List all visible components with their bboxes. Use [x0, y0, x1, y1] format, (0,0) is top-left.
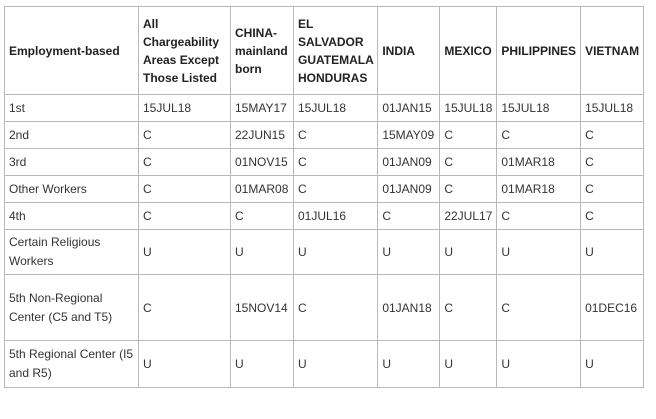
cell-mexico: 15JUL18 — [440, 95, 497, 122]
cell-china: U — [231, 341, 294, 388]
row-label: 3rd — [5, 149, 139, 176]
cell-china: C — [231, 203, 294, 230]
header-el-salvador-guatemala-honduras: EL SALVADOR GUATEMALA HONDURAS — [294, 7, 378, 95]
cell-india: 01JAN18 — [378, 275, 440, 341]
cell-mexico: C — [440, 176, 497, 203]
cell-vietnam: C — [581, 149, 644, 176]
header-china: CHINA-mainland born — [231, 7, 294, 95]
cell-mexico: U — [440, 230, 497, 275]
header-vietnam: VIETNAM — [581, 7, 644, 95]
cell-philippines: C — [497, 275, 581, 341]
cell-india: U — [378, 230, 440, 275]
cell-china: 15NOV14 — [231, 275, 294, 341]
cell-mexico: C — [440, 149, 497, 176]
cell-india: U — [378, 341, 440, 388]
cell-mexico: C — [440, 275, 497, 341]
row-label: 4th — [5, 203, 139, 230]
row-label: 2nd — [5, 122, 139, 149]
cell-philippines: 01MAR18 — [497, 176, 581, 203]
cell-all-chargeability: C — [139, 275, 231, 341]
cell-china: 22JUN15 — [231, 122, 294, 149]
cell-philippines: C — [497, 122, 581, 149]
table-row — [5, 203, 644, 230]
cell-vietnam: 15JUL18 — [581, 95, 644, 122]
cell-india: 01JAN09 — [378, 176, 440, 203]
cell-philippines: U — [497, 230, 581, 275]
row-label: Certain Religious Workers — [5, 230, 139, 275]
cell-vietnam: C — [581, 122, 644, 149]
cell-philippines: C — [497, 203, 581, 230]
cell-philippines: 15JUL18 — [497, 95, 581, 122]
cell-vietnam: 01DEC16 — [581, 275, 644, 341]
cell-china: 01NOV15 — [231, 149, 294, 176]
cell-all-chargeability: 15JUL18 — [139, 95, 231, 122]
table-row — [5, 341, 644, 388]
table-row — [5, 275, 644, 341]
row-label: 5th Regional Center (I5 and R5) — [5, 341, 139, 388]
header-all-chargeability: All Chargeability Areas Except Those Listed — [139, 7, 231, 95]
table-row — [5, 176, 644, 203]
cell-all-chargeability: C — [139, 203, 231, 230]
cell-el-salvador: U — [294, 341, 378, 388]
header-india: INDIA — [378, 7, 440, 95]
cell-india: 01JAN15 — [378, 95, 440, 122]
cell-india: C — [378, 203, 440, 230]
visa-bulletin-table — [4, 6, 644, 388]
header-philippines: PHILIPPINES — [497, 7, 581, 95]
row-label: Other Workers — [5, 176, 139, 203]
header-mexico: MEXICO — [440, 7, 497, 95]
cell-vietnam: U — [581, 230, 644, 275]
cell-all-chargeability: C — [139, 122, 231, 149]
cell-vietnam: C — [581, 176, 644, 203]
cell-mexico: C — [440, 122, 497, 149]
cell-vietnam: U — [581, 341, 644, 388]
header-employment-based: Employment-based — [5, 7, 139, 95]
cell-china: 15MAY17 — [231, 95, 294, 122]
cell-vietnam: C — [581, 203, 644, 230]
cell-mexico: 22JUL17 — [440, 203, 497, 230]
table-row — [5, 230, 644, 275]
cell-all-chargeability: C — [139, 176, 231, 203]
cell-philippines: U — [497, 341, 581, 388]
row-label: 5th Non-Regional Center (C5 and T5) — [5, 275, 139, 341]
cell-el-salvador: C — [294, 275, 378, 341]
cell-all-chargeability: U — [139, 230, 231, 275]
cell-el-salvador: 01JUL16 — [294, 203, 378, 230]
row-label: 1st — [5, 95, 139, 122]
cell-india: 15MAY09 — [378, 122, 440, 149]
cell-china: 01MAR08 — [231, 176, 294, 203]
table-row — [5, 149, 644, 176]
cell-el-salvador: 15JUL18 — [294, 95, 378, 122]
cell-all-chargeability: C — [139, 149, 231, 176]
cell-philippines: 01MAR18 — [497, 149, 581, 176]
cell-el-salvador: C — [294, 122, 378, 149]
cell-el-salvador: C — [294, 149, 378, 176]
table-header-row — [5, 7, 644, 95]
cell-china: U — [231, 230, 294, 275]
cell-all-chargeability: U — [139, 341, 231, 388]
cell-el-salvador: C — [294, 176, 378, 203]
cell-el-salvador: U — [294, 230, 378, 275]
table-row — [5, 95, 644, 122]
cell-india: 01JAN09 — [378, 149, 440, 176]
cell-mexico: U — [440, 341, 497, 388]
visa-bulletin-table-container — [4, 6, 644, 388]
table-row — [5, 122, 644, 149]
